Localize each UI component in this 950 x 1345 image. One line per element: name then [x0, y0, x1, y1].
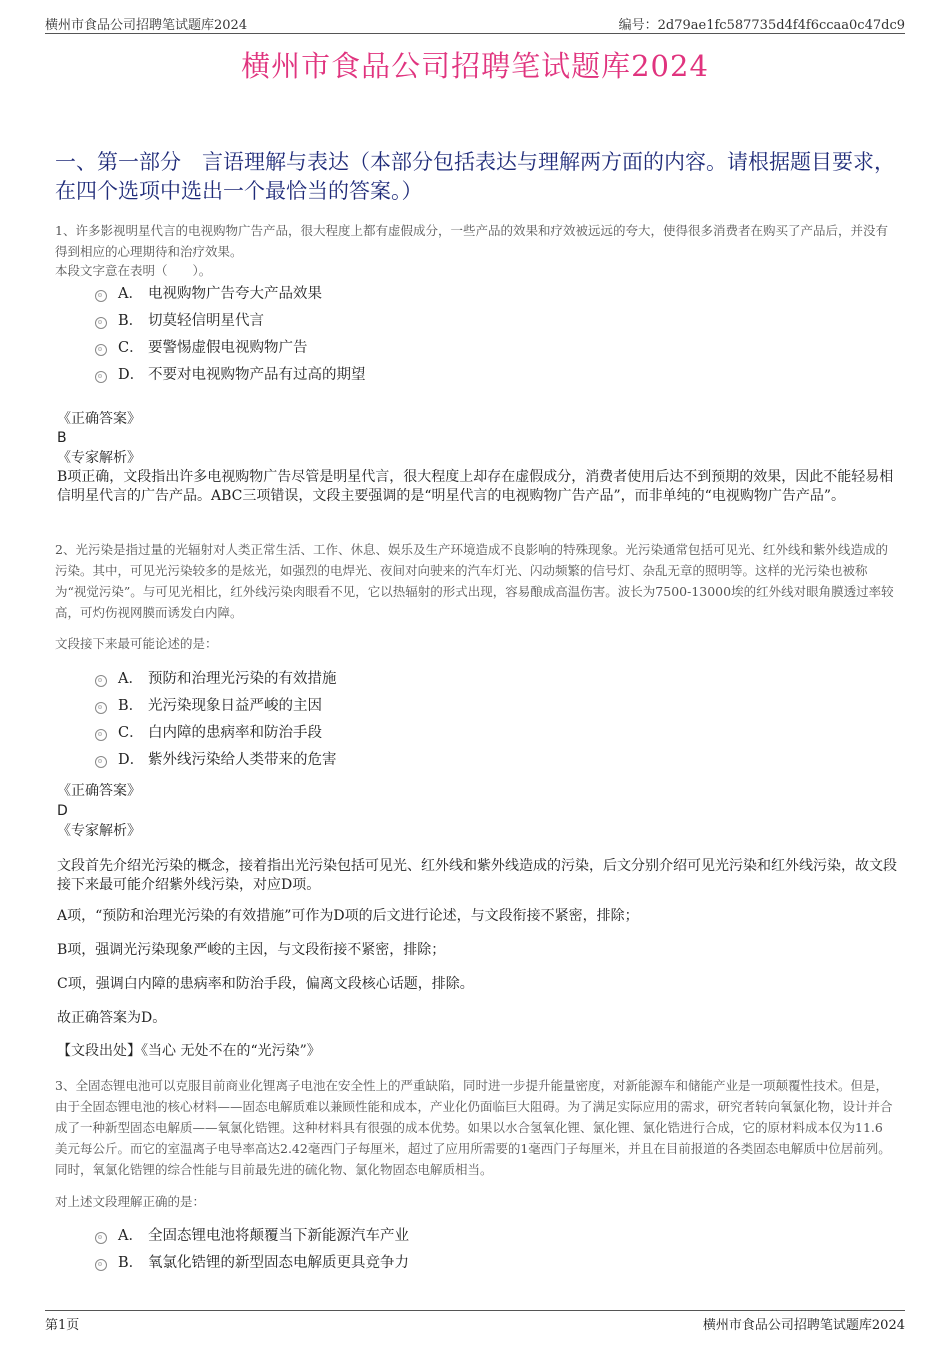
- answer-value: D: [57, 803, 68, 819]
- question-2-prompt: 文段接下来最可能论述的是：: [55, 636, 218, 651]
- radio-icon[interactable]: [95, 344, 107, 356]
- radio-icon[interactable]: [95, 675, 107, 687]
- analysis-paragraph: A项，“预防和治理光污染的有效措施”可作为D项的后文进行论述，与文段衔接不紧密，排除；: [57, 908, 639, 924]
- radio-icon[interactable]: [95, 756, 107, 768]
- analysis-paragraph: 故正确答案为D。: [57, 1010, 167, 1026]
- analysis-paragraph: B项，强调光污染现象严峻的主因，与文段衔接不紧密，排除；: [57, 942, 446, 958]
- header-doc-title: 横州市食品公司招聘笔试题库2024: [45, 18, 248, 33]
- question-1-stem: 1、许多影视明星代言的电视购物广告产品，很大程度上都有虚假成分，一些产品的效果和疗效被远远的夸大，使得很多消费者在购买了产品后，并没有得到相应的心理期待和治疗效果。: [55, 223, 888, 259]
- option-b[interactable]: B． 光污染现象日益严峻的主因: [95, 691, 337, 718]
- option-b[interactable]: B． 切莫轻信明星代言: [95, 306, 366, 333]
- option-a[interactable]: A． 全固态锂电池将颠覆当下新能源汽车产业: [95, 1221, 409, 1248]
- radio-icon[interactable]: [95, 729, 107, 741]
- question-2-options: [95, 664, 337, 772]
- question-3-options: [95, 1221, 409, 1275]
- option-d[interactable]: D． 不要对电视购物产品有过高的期望: [95, 360, 366, 387]
- page-number: 第1页: [45, 1318, 80, 1333]
- footer-divider: [45, 1310, 905, 1311]
- option-a[interactable]: A． 电视购物广告夸大产品效果: [95, 279, 366, 306]
- question-3-stem: 3、全固态锂电池可以克服目前商业化锂离子电池在安全性上的严重缺陷，同时进一步提升能量密度，对新能源车和储能产业是一项颠覆性技术。但是，由于全固态锂电池的核心材料——固态电解质难以兼顾性能和成本，产业化仍面临巨大阻碍。为了满足实际应用的需求，研究者转向氧氯化物，设计并合成了一种新型固态电解质——氧氯化锆锂。这种材料具有很强的成本优势。如果以水合氢氧化锂、氯化锂、氯化锆进行合成，它的原材料成本仅为11.6美元每公斤。而它的室温离子电导率高达2.42毫西门子每厘米，超过了应用所需要的1毫西门子每厘米，并且在目前报道的各类固态电解质中位居前列。同时，氧氯化锆锂的综合性能与目前最先进的硫化物、氯化物固态电解质相当。: [55, 1078, 893, 1177]
- answer-heading: 《正确答案》: [57, 411, 141, 427]
- radio-icon[interactable]: [95, 1259, 107, 1271]
- radio-icon[interactable]: [95, 317, 107, 329]
- page-title: 横州市食品公司招聘笔试题库2024: [241, 49, 709, 83]
- answer-heading: 《正确答案》: [57, 783, 141, 799]
- option-d[interactable]: D． 紫外线污染给人类带来的危害: [95, 745, 337, 772]
- analysis-paragraph: C项，强调白内障的患病率和防治手段，偏离文段核心话题，排除。: [57, 976, 474, 992]
- radio-icon[interactable]: [95, 1232, 107, 1244]
- analysis-text: B项正确，文段指出许多电视购物广告尽管是明星代言，很大程度上却存在虚假成分，消费者使用后达不到预期的效果，因此不能轻易相信明星代言的广告产品。ABC三项错误，文段主要强调的是“明星代言的电视购物广告产品”，而非单纯的“电视购物广告产品”。: [57, 469, 894, 504]
- option-c[interactable]: C． 白内障的患病率和防治手段: [95, 718, 337, 745]
- header-divider: [45, 33, 905, 34]
- analysis-heading: 《专家解析》: [57, 823, 141, 839]
- option-a[interactable]: A． 预防和治理光污染的有效措施: [95, 664, 337, 691]
- option-b[interactable]: B． 氧氯化锆锂的新型固态电解质更具竞争力: [95, 1248, 409, 1275]
- radio-icon[interactable]: [95, 702, 107, 714]
- question-3-prompt: 对上述文段理解正确的是：: [55, 1194, 206, 1209]
- header-doc-id: 编号：2d79ae1fc587735d4f4f6ccaa0c47dc9: [618, 18, 905, 33]
- option-c[interactable]: C． 要警惕虚假电视购物广告: [95, 333, 366, 360]
- section-heading: 一、第一部分 言语理解与表达（本部分包括表达与理解两方面的内容。请根据题目要求，在四个选项中选出一个最恰当的答案。）: [55, 150, 895, 203]
- question-2-stem: 2、光污染是指过量的光辐射对人类正常生活、工作、休息、娱乐及生产环境造成不良影响的特殊现象。光污染通常包括可见光、红外线和紫外线造成的污染。其中，可见光污染较多的是炫光，如强烈的电焊光、夜间对向驶来的汽车灯光、闪动频繁的信号灯、杂乱无章的照明等。这样的光污染也被称为“视觉污染”。与可见光相比，红外线污染肉眼看不见，它以热辐射的形式出现，容易酿成高温伤害。波长为7500-13000埃的红外线对眼角膜透过率较高，可灼伤视网膜而诱发白内障。: [55, 542, 894, 620]
- analysis-heading: 《专家解析》: [57, 450, 141, 466]
- radio-icon[interactable]: [95, 371, 107, 383]
- analysis-paragraph: 文段首先介绍光污染的概念，接着指出光污染包括可见光、红外线和紫外线造成的污染，后文分别介绍可见光污染和红外线污染，故文段接下来最可能介绍紫外线污染，对应D项。: [57, 858, 897, 893]
- radio-icon[interactable]: [95, 290, 107, 302]
- question-1-options: [95, 279, 366, 387]
- source-note: 【文段出处】《当心 无处不在的“光污染”》: [57, 1043, 321, 1059]
- footer-doc-title: 横州市食品公司招聘笔试题库2024: [702, 1318, 905, 1333]
- question-1-prompt: 本段文字意在表明（ ）。: [55, 263, 212, 278]
- answer-value: B: [57, 430, 67, 446]
